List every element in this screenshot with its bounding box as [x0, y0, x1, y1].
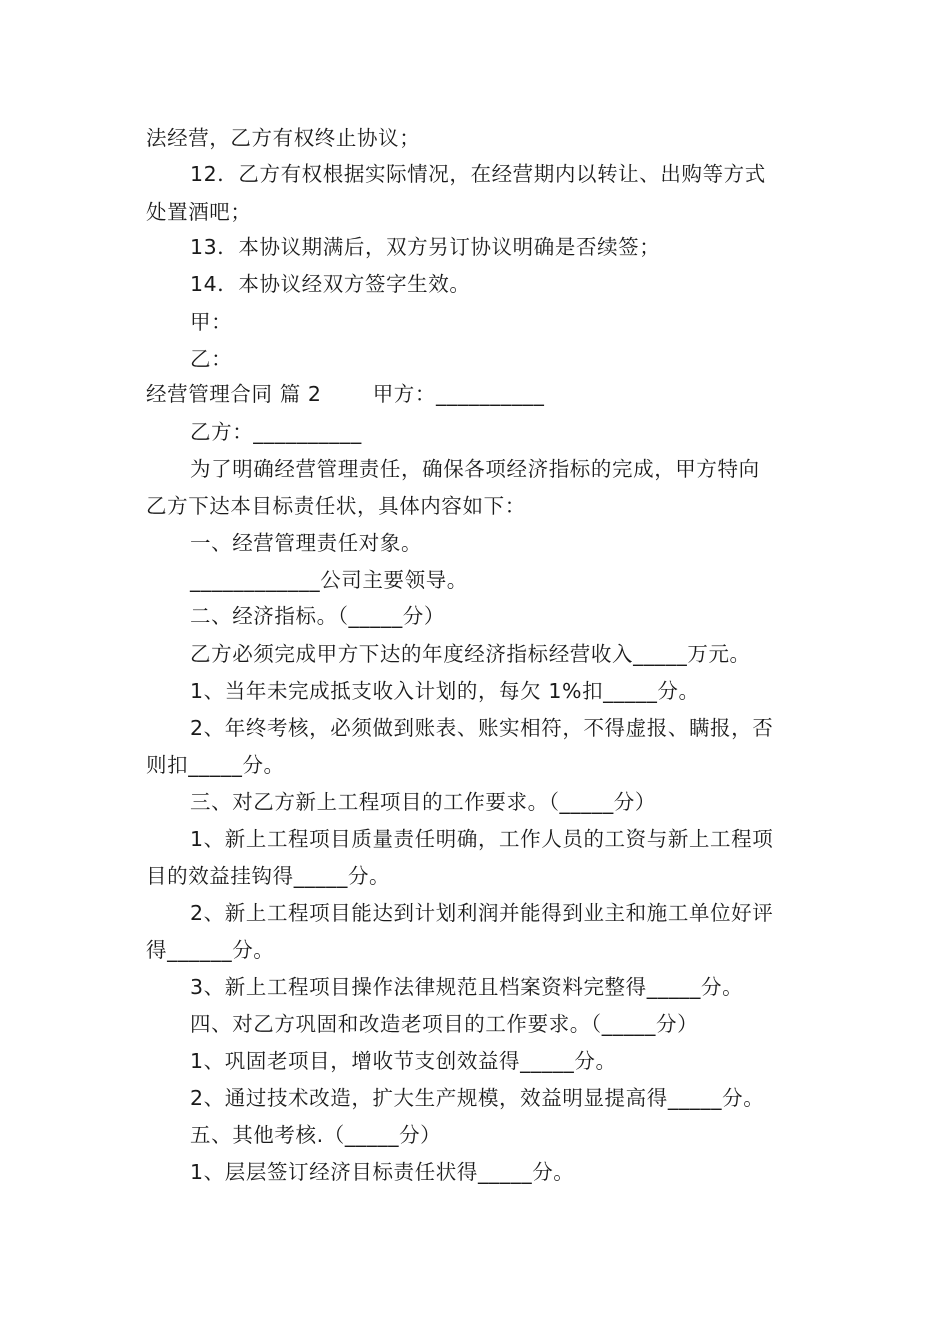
text-line: 三、对乙方新上工程项目的工作要求。（_____分）	[190, 790, 656, 814]
text-line: 五、其他考核.（_____分）	[190, 1123, 442, 1147]
text-line: 14．本协议经双方签字生效。	[190, 272, 471, 296]
text-line: 法经营，乙方有权终止协议；	[146, 126, 421, 150]
text-line: 2、年终考核，必须做到账表、账实相符，不得虚报、瞒报，否	[190, 716, 774, 740]
text-line: 处置酒吧；	[146, 200, 252, 224]
text-line: 乙方下达本目标责任状，具体内容如下：	[146, 494, 526, 518]
text-line: ____________公司主要领导。	[190, 568, 468, 592]
text-line: 为了明确经营管理责任，确保各项经济指标的完成，甲方特向	[190, 457, 760, 481]
party-a-field: 甲方：__________	[372, 382, 545, 406]
text-line: 1、新上工程项目质量责任明确，工作人员的工资与新上工程项	[190, 827, 774, 851]
text-line: 甲：	[190, 310, 233, 334]
text-line: 乙：	[190, 347, 233, 371]
text-line: 1、当年未完成抵支收入计划的，每欠 1%扣_____分。	[190, 679, 700, 703]
section-heading-line	[146, 380, 545, 408]
text-line: 1、层层签订经济目标责任状得_____分。	[190, 1160, 575, 1184]
text-line: 二、经济指标。（_____分）	[190, 604, 445, 628]
section-title: 经营管理合同 篇 2	[146, 382, 322, 406]
text-line: 一、经营管理责任对象。	[190, 531, 423, 555]
text-line: 13．本协议期满后，双方另订协议明确是否续签；	[190, 235, 661, 259]
text-line: 2、通过技术改造，扩大生产规模，效益明显提高得_____分。	[190, 1086, 765, 1110]
text-line: 得______分。	[146, 938, 275, 962]
text-line: 1、巩固老项目，增收节支创效益得_____分。	[190, 1049, 617, 1073]
text-line: 则扣_____分。	[146, 753, 285, 777]
text-line: 2、新上工程项目能达到计划利润并能得到业主和施工单位好评	[190, 901, 774, 925]
text-line: 乙方必须完成甲方下达的年度经济指标经营收入_____万元。	[190, 642, 751, 666]
text-line: 目的效益挂钩得_____分。	[146, 864, 391, 888]
text-line: 四、对乙方巩固和改造老项目的工作要求。（_____分）	[190, 1012, 699, 1036]
party-b-field: 乙方：__________	[190, 420, 362, 444]
text-line: 12．乙方有权根据实际情况，在经营期内以转让、出购等方式	[190, 162, 766, 186]
text-line: 3、新上工程项目操作法律规范且档案资料完整得_____分。	[190, 975, 744, 999]
